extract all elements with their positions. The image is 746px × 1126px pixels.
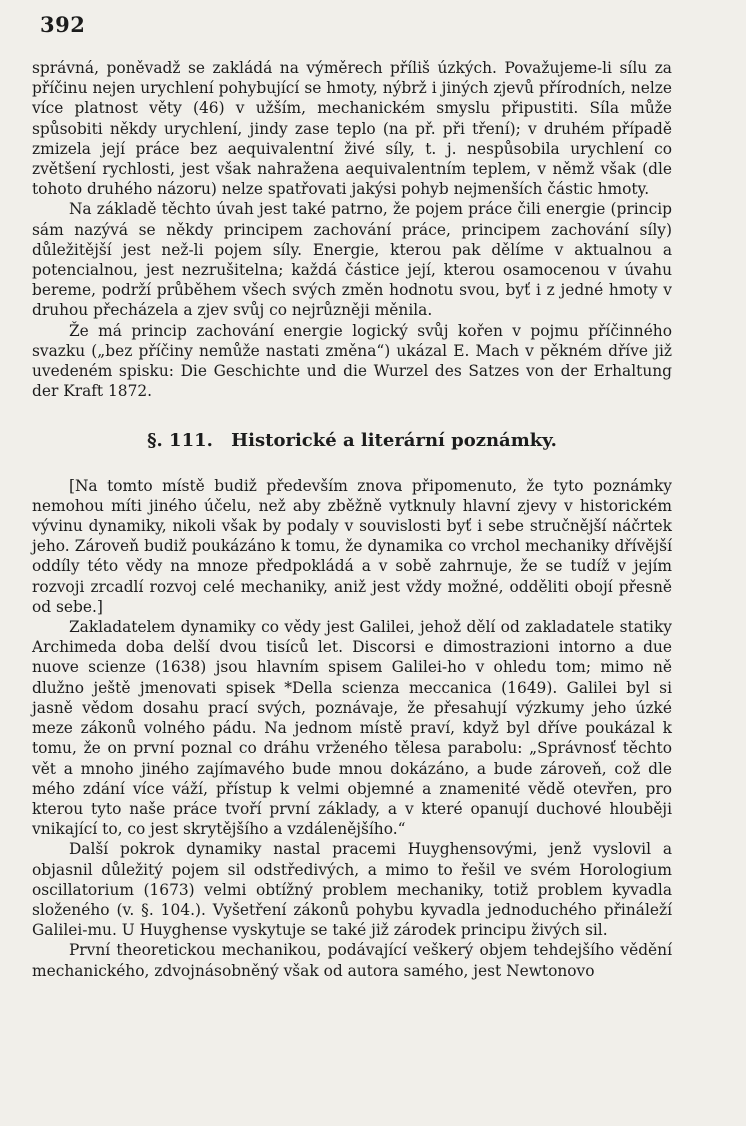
section-heading (32, 431, 672, 451)
paragraph: Že má princip zachování energie logický svůj kořen v pojmu příčinného svazku („bez příčiny nemůže nastati změna“) ukázal E. Mach v pěkném dříve již uvedeném spisku: Die Geschichte und die Wurzel des Satzes von der Erhaltung der Kraft 1872. (32, 321, 672, 401)
paragraph: Další pokrok dynamiky nastal pracemi Huyghensovými, jenž vyslovil a objasnil důležitý pojem sil odstředivých, a mimo to řešil ve svém Horologium oscillatorium (1673) velmi obtížný problem mechaniky, totiž problem kyvadla složeného (v. §. 104.). Vyšetření zákonů pohybu kyvadla jednoduchého přináleží Galilei-mu. U Huyghense vyskytuje se také již zárodek principu živých sil. (32, 840, 672, 940)
page-number: 392 (40, 12, 86, 37)
paragraph: První theoretickou mechanikou, podávající veškerý objem tehdejšího vědění mechanického, zdvojnásobněný však od autora samého, jest Newtonovo (32, 941, 672, 980)
paragraph: [Na tomto místě budiž především znova připomenuto, že tyto poznámky nemohou míti jiného účelu, než aby zběžně vytknuly hlavní zjevy v historickém vývinu dynamiky, nikoli však by podaly v souvislosti byť i sebe stručnější náčrtek jeho. Zároveň budiž poukázáno k tomu, že dynamika co vrchol mechaniky dřívější oddíly této vědy na mnoze předpokládá a v sobě zahrnuje, že se tudíž v jejím rozvoji zrcadlí rozvoj celé mechaniky, aniž jest vždy možné, odděliti obojí přesně od sebe.] (32, 476, 672, 616)
paragraph: správná, poněvadž se zakládá na výměrech příliš úzkých. Považujeme-li sílu za příčinu nejen urychlení pohybující se hmoty, nýbrž i jiných zjevů přírodních, nelze více platnost věty (46) v užším, mechanickém smyslu připustiti. Síla může spůsobiti někdy urychlení, jindy zase teplo (na př. při tření); v druhém případě zmizela její práce bez aequivalentní živé síly, t. j. nespůsobila urychlení co zvětšení rychlosti, jest však nahražena aequivalentním teplem, v němž však (dle tohoto druhého názoru) nelze spatřovati jakýsi pohyb nejmenších částic hmoty. (32, 59, 672, 199)
paragraph: Na základě těchto úvah jest také patrno, že pojem práce čili energie (princip sám nazývá se někdy principem zachování práce, principem zachování síly) důležitější jest než-li pojem síly. Energie, kterou pak dělíme v aktualnou a potencialnou, jest nezrušitelna; každá částice její, kterou osamocenou v úvahu bereme, podrží průběhem všech svých změn hodnotu svou, byť i z jedné hmoty v druhou přecházela a zjev svůj co nejrůzněji měnila. (32, 200, 672, 320)
paragraph: Zakladatelem dynamiky co vědy jest Galilei, jehož dělí od zakladatele statiky Archimeda doba delší dvou tisíců let. Discorsi e dimostrazioni intorno a due nuove scienze (1638) jsou hlavním spisem Galilei-ho v ohledu tom; mimo ně dlužno ještě jmenovati spisek *Della scienza meccanica (1649). Galilei byl si jasně vědom dosahu prací svých, poznávaje, že přesahují výzkumy jeho úzké meze zákonů volného pádu. Na jednom místě praví, když byl dříve poukázal k tomu, že on první poznal co dráhu vrženého tělesa parabolu: „Správnosť těchto vět a mnoho jiného zajímavého bude mnou dokázáno, a bude zároveň, což dle mého zdání více váží, přístup k velmi objemné a znamenité vědě otevřen, pro kterou tyto naše práce tvoří první základy, a v které opanují duchové hlouběji vnikající to, co jest skrytějšího a vzdálenějšího.“ (32, 618, 672, 839)
section-number: §. 111. (147, 430, 213, 452)
section-title: Historické a literární poznámky. (231, 430, 557, 452)
page-body (32, 58, 672, 981)
